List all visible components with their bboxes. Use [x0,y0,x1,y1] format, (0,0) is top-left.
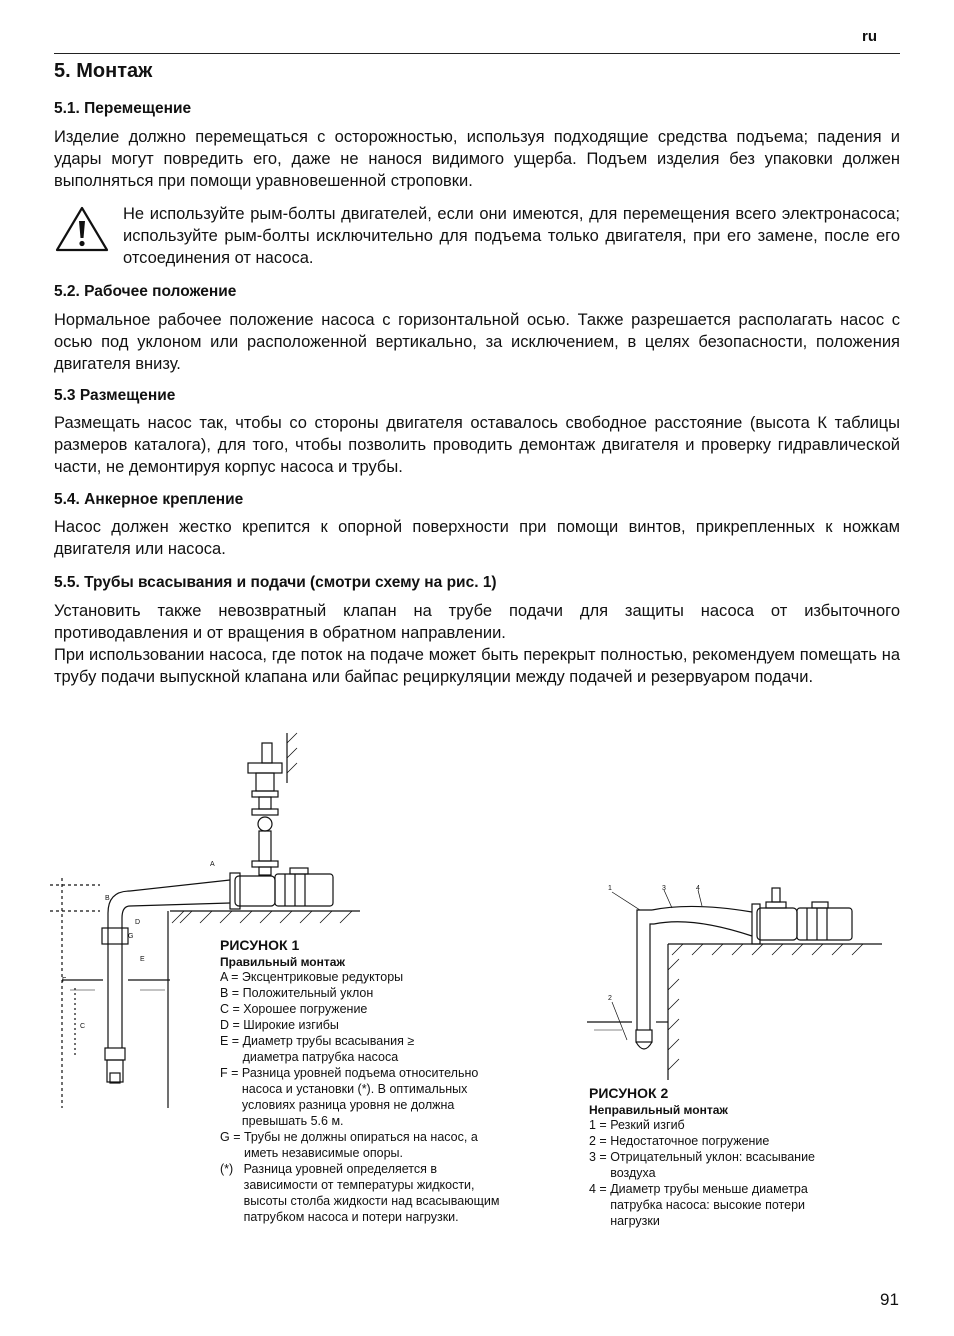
legend-item: G = Трубы не должны опираться на насос, а иметь независимые опоры. [220,1130,478,1160]
paragraph-5-1: Изделие должно перемещаться с осторожностью, используя подходящие средства подъема; падения и удары могут повредить его, даже не нанося видимого ущерба. Подъем изделия без упаковки должен выполняться при помощи уравновешенной строповки. [54,128,900,190]
language-code: ru [862,28,877,45]
page-number: 91 [880,1290,899,1309]
paragraph-5-5-b: При использовании насоса, где поток на подаче может быть перекрыт полностью, рекомендуем помещать на трубу подачи выпускной клапана или байпас рециркуляции между подачей и резервуаром подачи. [54,646,900,686]
legend-item: 4 = Диаметр трубы меньше диаметра патрубка насоса: высокие потери нагрузки [589,1182,808,1228]
figure1-label-b: B [105,895,110,902]
paragraph-5-3: Размещать насос так, чтобы со стороны двигателя оставалось свободное расстояние (высота К таблицы размеров каталога), для того, чтобы позволить проводить демонтаж двигателя и проверку гидравлической части, не демонтируя корпус насоса и трубы. [54,414,900,476]
figure1-label-f: F [62,977,67,984]
legend-item: 2 = Недостаточное погружение [589,1134,770,1148]
legend-item: C = Хорошее погружение [220,1002,368,1016]
figure1-label-a: A [210,861,215,868]
figure2-legend [589,1117,859,1229]
figure2-label-4: 4 [696,885,700,892]
figure2-label-1: 1 [608,885,612,892]
figure1-legend [220,969,510,1225]
figure2-label-2: 2 [608,995,612,1002]
legend-item: (*) Разница уровней определяется в зависимости от температуры жидкости, высоты столба жидкости над всасывающим патрубком насоса и потери нагрузки. [220,1162,500,1224]
legend-item: 3 = Отрицательный уклон: всасывание воздуха [589,1150,816,1180]
figure1-caption [220,937,510,1225]
paragraph-5-5-a: Установить также невозвратный клапан на трубе подачи для защиты насоса от избыточного противодавления и от вращения в обратном направлении. [54,602,900,642]
warning-text: Не используйте рым-болты двигателей, если они имеются, для перемещения всего электронасоса; используйте рым-болты исключительно для подъема только двигателя, при его замене, после его отсоединения от насоса. [123,205,900,267]
figure1-title: РИСУНОК 1 [220,937,300,953]
header-rule [54,53,900,54]
figure1-label-d: D [135,919,141,926]
section-title: 5. Монтаж [54,60,153,82]
figure2-subtitle: Неправильный монтаж [589,1103,728,1117]
legend-item: E = Диаметр трубы всасывания ≥ диаметра патрубка насоса [220,1034,415,1064]
paragraph-5-2: Нормальное рабочее положение насоса с горизонтальной осью. Также разрешается располагать насос с осью под уклоном или расположенной вертикально, за исключением, в целях безопасности, положения двигателя внизу. [54,311,900,373]
figure2-caption [589,1085,859,1229]
legend-item: 1 = Резкий изгиб [589,1118,685,1132]
figure1-label-c: C [80,1023,86,1030]
paragraph-5-4: Насос должен жестко крепится к опорной поверхности при помощи винтов, прикрепленных к ножкам двигателя или насоса. [54,518,900,558]
legend-item: A = Эксцентриковые редукторы [220,970,404,984]
subsection-title-5-5: 5.5. Трубы всасывания и подачи (смотри схему на рис. 1) [54,574,497,591]
figure2-diagram [582,880,902,1080]
figure1-subtitle: Правильный монтаж [220,955,345,969]
subsection-title-5-4: 5.4. Анкерное крепление [54,491,244,508]
figure2-title: РИСУНОК 2 [589,1085,669,1101]
legend-item: F = Разница уровней подъема относительно насоса и установки (*). В оптимальных условиях разница уровня не должна превышать 5.6 м. [220,1066,479,1128]
subsection-title-5-2: 5.2. Рабочее положение [54,283,237,300]
legend-item: B = Положительный уклон [220,986,374,1000]
legend-item: D = Широкие изгибы [220,1018,339,1032]
subsection-title-5-1: 5.1. Перемещение [54,100,192,117]
figure1-label-g: G [128,933,134,940]
figure1-label-e: E [140,956,145,963]
figure2-label-3: 3 [662,885,666,892]
subsection-title-5-3: 5.3 Размещение [54,387,176,404]
warning-triangle-icon [54,205,110,253]
